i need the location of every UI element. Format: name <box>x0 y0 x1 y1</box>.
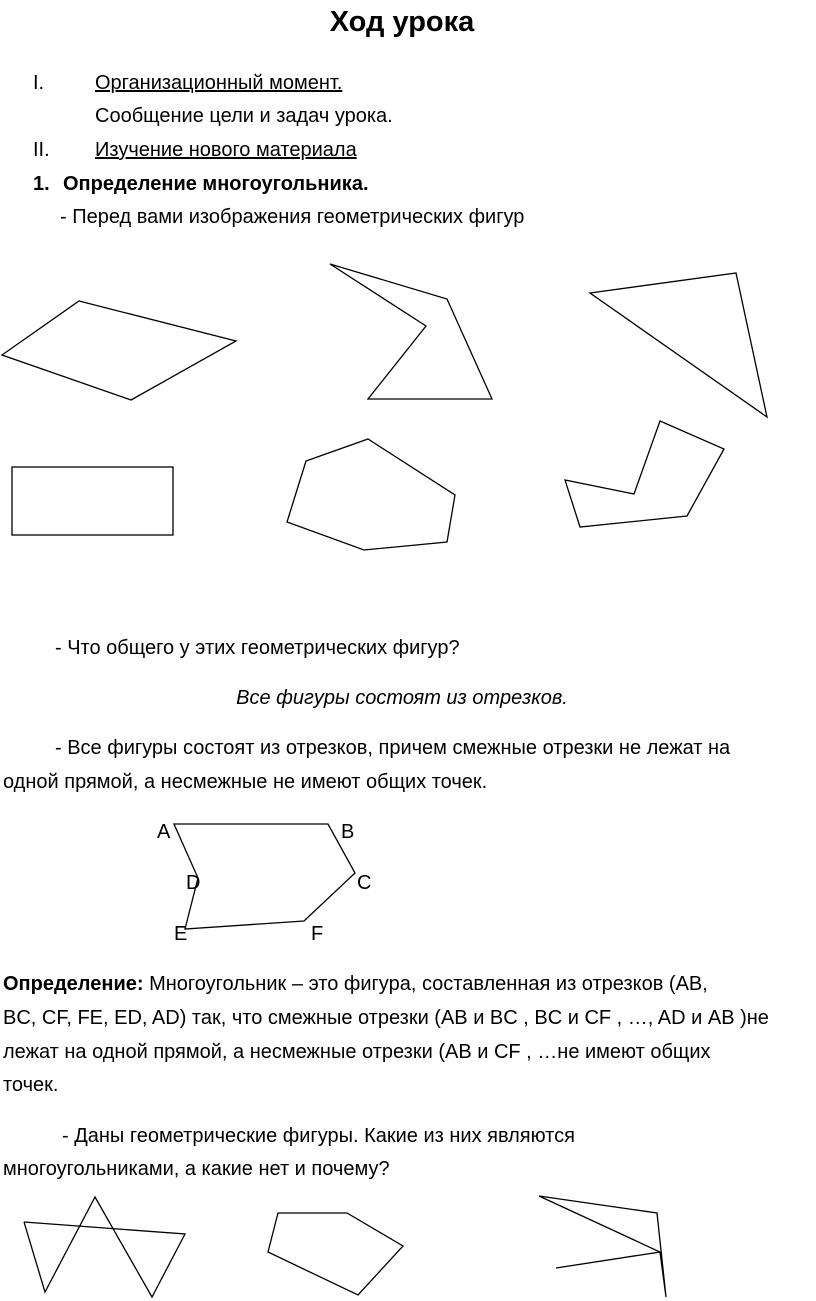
figure-self-intersecting <box>24 1197 185 1297</box>
figure-open-broken-line <box>539 1196 666 1297</box>
section-heading: Определение многоугольника. <box>63 173 369 195</box>
question-common: - Что общего у этих геометрических фигур? <box>55 637 460 659</box>
outline-item-1: Организационный момент. <box>95 72 343 94</box>
definition-term: Определение: <box>3 973 144 995</box>
figure-concave-shape <box>565 421 724 527</box>
figure-rhombus <box>2 301 236 400</box>
vertex-label-e: E <box>174 923 188 945</box>
vertex-label-d: D <box>186 872 201 894</box>
outline-num-3: II. <box>33 139 50 161</box>
outline-item-2: Сообщение цели и задач урока. <box>95 105 393 127</box>
definition-text-1: Многоугольник – это фигура, составленная из отрезков (AB, <box>143 973 708 995</box>
paragraph-line-2: одной прямой, а несмежные не имеют общих точек. <box>3 771 488 793</box>
figure-hexagon <box>287 439 455 550</box>
definition-line-2: BC, CF, FE, ED, AD) так, что смежные отрезки (AB и BC , BC и CF , …, AD и AB )не <box>3 1007 769 1029</box>
outline-num-1: I. <box>33 72 45 94</box>
vertex-label-b: B <box>341 821 355 843</box>
figure-concave-arrow <box>330 264 492 399</box>
outline-item-3: Изучение нового материала <box>95 139 357 161</box>
page-title: Ход урока <box>329 6 475 38</box>
figure-pentagon <box>268 1213 403 1295</box>
answer-segments: Все фигуры состоят из отрезков. <box>236 687 568 709</box>
figure-polygon-abcdef <box>174 824 355 929</box>
task-line-1: - Даны геометрические фигуры. Какие из них являются <box>62 1125 575 1147</box>
task-line-2: многоугольниками, а какие нет и почему? <box>3 1158 390 1180</box>
figure-triangle <box>590 273 767 417</box>
definition-line-1 <box>3 972 708 996</box>
vertex-label-c: C <box>357 872 372 894</box>
section-num: 1. <box>33 173 50 195</box>
definition-line-4: точек. <box>3 1074 59 1096</box>
vertex-label-a: A <box>157 821 171 843</box>
intro-line: - Перед вами изображения геометрических фигур <box>60 206 525 228</box>
definition-line-3: лежат на одной прямой, а несмежные отрезки (AB и CF , …не имеют общих <box>3 1041 711 1063</box>
vertex-label-f: F <box>311 923 324 945</box>
paragraph-line-1: - Все фигуры состоят из отрезков, причем смежные отрезки не лежат на <box>55 737 731 759</box>
figure-rectangle <box>12 467 173 535</box>
